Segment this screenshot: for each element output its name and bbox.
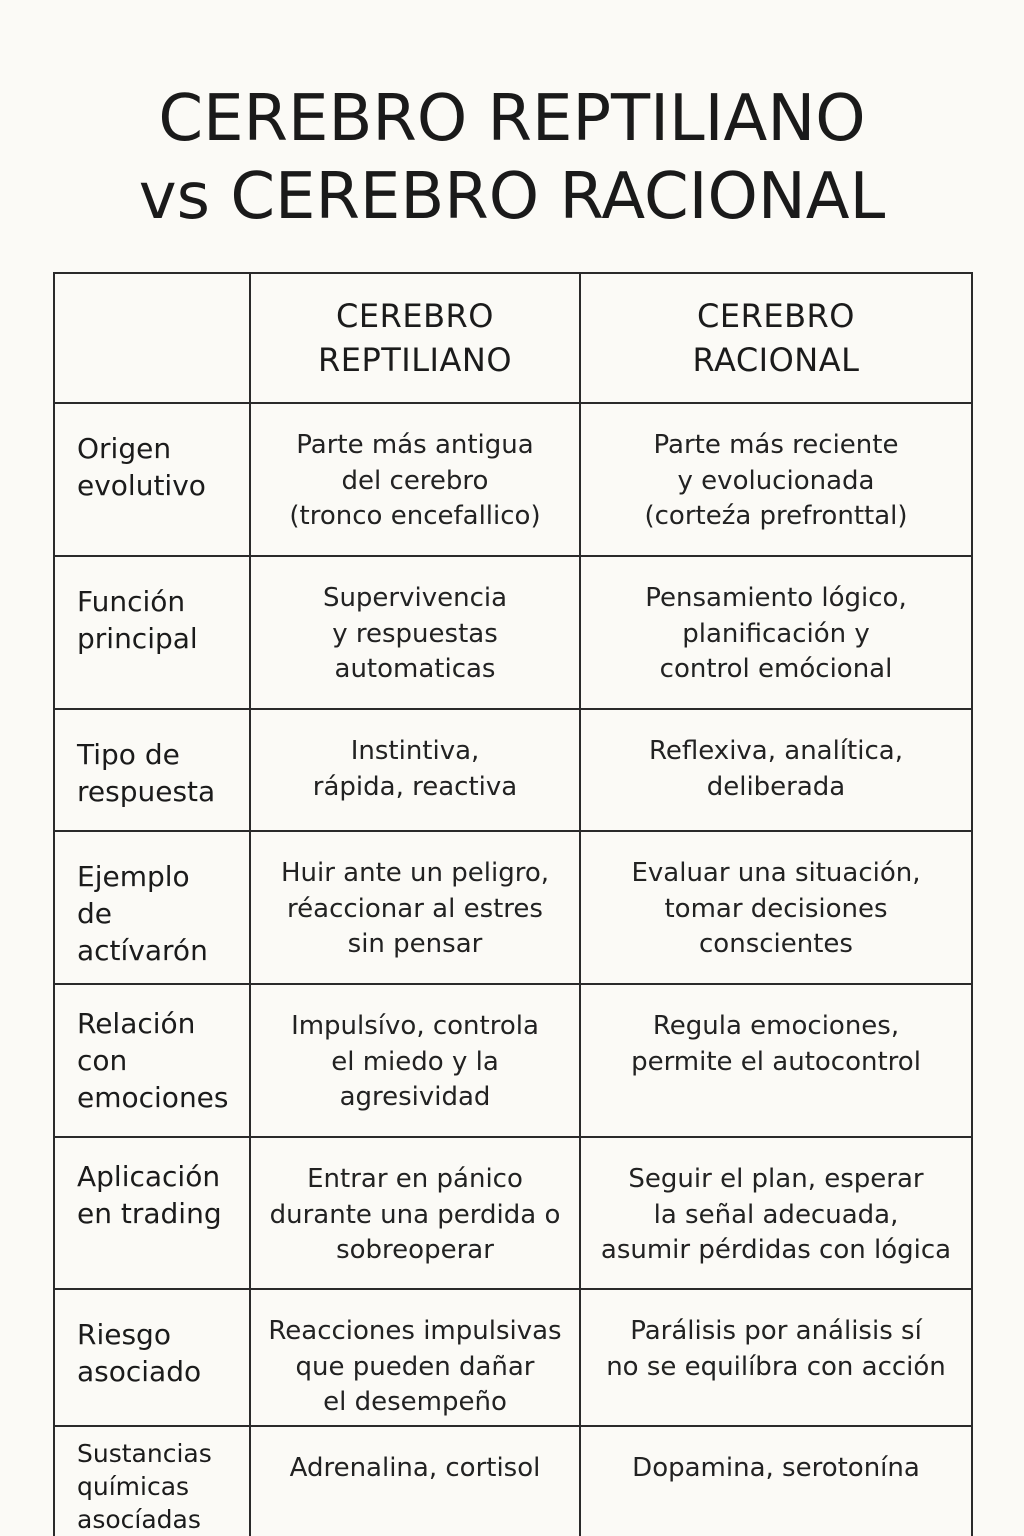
row-label-riesgo: Riesgo asociado	[54, 1289, 250, 1426]
row-label-tipo: Tipo de respuesta	[54, 709, 250, 831]
cell-reptiliano-origen: Parte más antigua del cerebro (tronco encefallico)	[250, 403, 580, 556]
cell-reptiliano-ejemplo: Huir ante un peligro, réaccionar al estres sin pensar	[250, 831, 580, 984]
header-corner	[54, 273, 250, 403]
header-reptiliano	[250, 273, 580, 403]
cell-racional-sustancias: Dopamina, serotonína	[580, 1426, 972, 1536]
row-label-ejemplo: Ejemplo de actívarón	[54, 831, 250, 984]
table-row	[54, 403, 972, 556]
cell-racional-ejemplo: Evaluar una situación, tomar decisiones conscientes	[580, 831, 972, 984]
header-reptiliano-text: CEREBRO REPTILIANO	[317, 297, 512, 379]
table-row	[54, 556, 972, 709]
row-label-origen: Origen evolutivo	[54, 403, 250, 556]
row-label-aplicacion: Aplicación en trading	[54, 1137, 250, 1289]
title-line-1: CEREBRO REPTILIANO	[158, 82, 866, 156]
cell-reptiliano-riesgo: Reacciones impulsivas que pueden dañar el desempeño	[250, 1289, 580, 1426]
table-row	[54, 831, 972, 984]
page-title	[0, 80, 1024, 236]
row-label-sustancias: Sustancias químicas asocíadas	[54, 1426, 250, 1536]
table-row	[54, 1426, 972, 1536]
row-label-funcion: Función principal	[54, 556, 250, 709]
row-label-relacion: Relación con emociones	[54, 984, 250, 1137]
cell-racional-funcion: Pensamiento lógico, planificación y control emócional	[580, 556, 972, 709]
title-line-2: vs CEREBRO RACIONAL	[138, 160, 886, 234]
header-racional-text: CEREBRO RACIONAL	[692, 297, 860, 379]
cell-reptiliano-tipo: Instintiva, rápida, reactiva	[250, 709, 580, 831]
cell-reptiliano-aplicacion: Entrar en pánico durante una perdida o sobreoperar	[250, 1137, 580, 1289]
cell-reptiliano-funcion: Supervivencia y respuestas automaticas	[250, 556, 580, 709]
table-row	[54, 1137, 972, 1289]
comparison-table	[53, 272, 973, 1536]
cell-racional-aplicacion: Seguir el plan, esperar la señal adecuada, asumir pérdidas con lógica	[580, 1137, 972, 1289]
cell-racional-origen: Parte más reciente y evolucionada (corteźa prefronttal)	[580, 403, 972, 556]
cell-racional-tipo: Reflexiva, analítica, deliberada	[580, 709, 972, 831]
cell-racional-relacion: Regula emociones, permite el autocontrol	[580, 984, 972, 1137]
header-racional	[580, 273, 972, 403]
table-row	[54, 1289, 972, 1426]
cell-reptiliano-sustancias: Adrenalina, cortisol	[250, 1426, 580, 1536]
comparison-table-container	[53, 272, 971, 1536]
table-row	[54, 984, 972, 1137]
table-row	[54, 709, 972, 831]
cell-racional-riesgo: Parálisis por análisis sí no se equilíbra con acción	[580, 1289, 972, 1426]
header-row	[54, 273, 972, 403]
cell-reptiliano-relacion: Impulsívo, controla el miedo y la agresividad	[250, 984, 580, 1137]
